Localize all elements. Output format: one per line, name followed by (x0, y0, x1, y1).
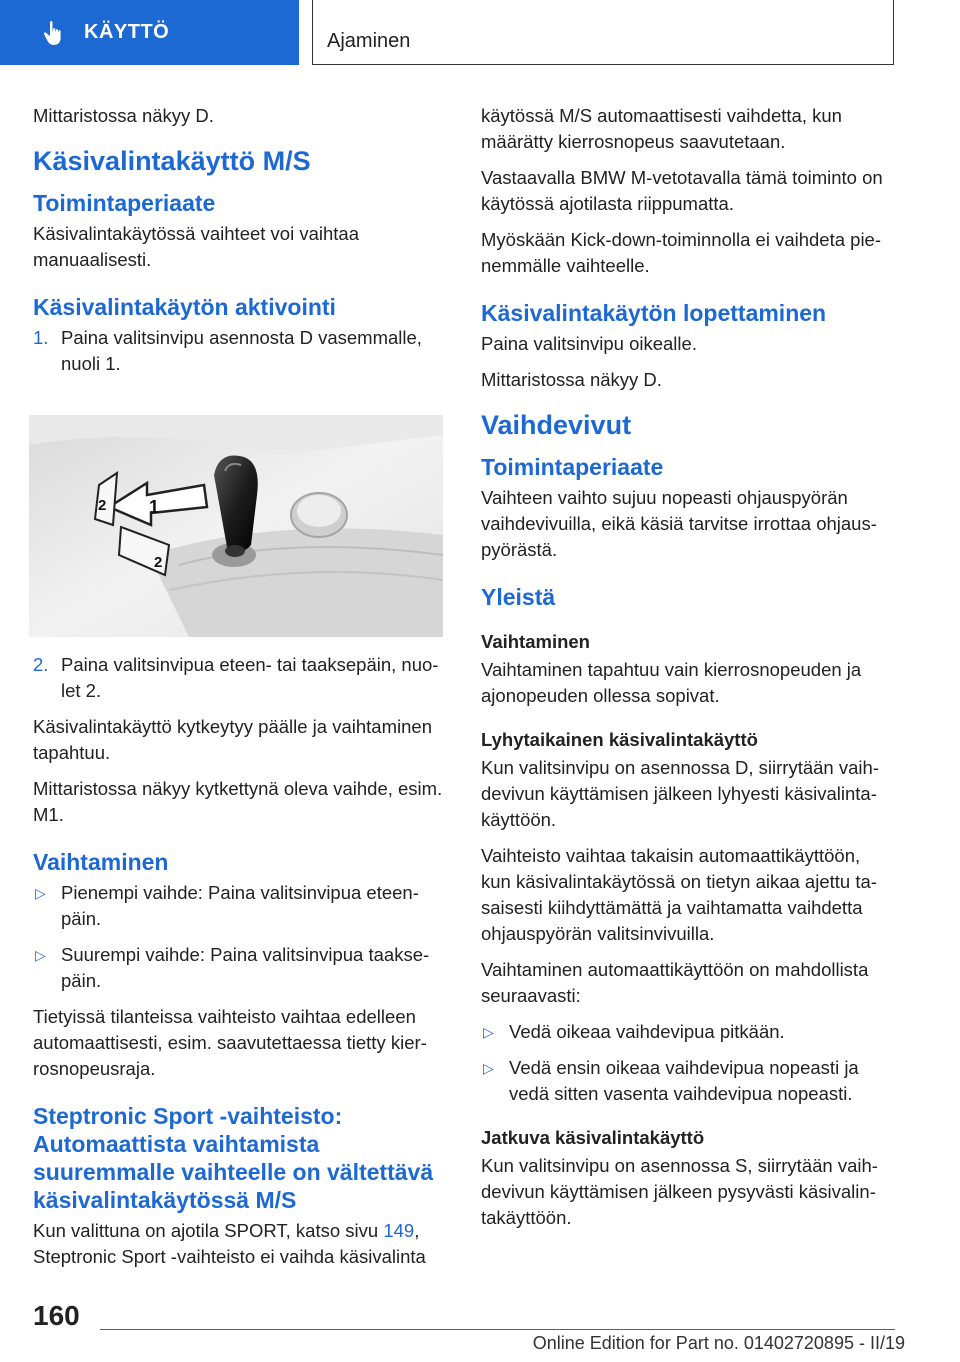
short-term-paragraph-1: Kun valitsinvipu on asennossa D, siirrytään vaihdevivun käyttämisen jälkeen lyhyesti käsivalintakäyttöön. (481, 757, 879, 830)
bullet-upshift (33, 942, 445, 994)
subheading-changing: Vaihtaminen (481, 631, 590, 652)
bullet-text: Vedä oikeaa vaihdevipua pitkään. (509, 1021, 785, 1042)
step-number: 2. (33, 654, 49, 675)
engaged-paragraph: Käsivalintakäyttö kytkeytyy päälle ja vaihtaminen tapahtuu. (33, 716, 432, 763)
continuous-paragraph: Kun valitsinvipu on asennossa S, siirrytään vaihdevivun käyttämisen jälkeen pysyvästi käsivalintakäyttöön. (481, 1155, 878, 1228)
sport-text-start: Kun valittuna on ajotila SPORT, katso sivu (33, 1220, 384, 1241)
gear-selector-figure (29, 415, 443, 637)
intro-paragraph: Mittaristossa näkyy D. (33, 105, 214, 126)
auto-shift-paragraph: Tietyissä tilanteissa vaihteisto vaihtaa edelleen automaattisesti, esim. saavutettaessa tietty kierrosnopeusraja. (33, 1006, 427, 1079)
arrow-label-2-back: 2 (154, 554, 163, 571)
short-term-paragraph-2: Vaihteisto vaihtaa takaisin automaattikäyttöön, kun käsivalintakäytössä on tietyn aikaa ajettu tasaisesti kiihdyttämättä ja vaihtamatta vaihdetta ohjauspyörän valitsinvivuilla. (481, 845, 877, 944)
kickdown-paragraph: Myöskään Kick-down-toiminnolla ei vaihdeta pienemmälle vaihteelle. (481, 229, 882, 276)
bullet-text: Pienempi vaihde: Paina valitsinvipua eteenpäin. (61, 882, 419, 929)
triangle-bullet-icon: ▷ (35, 885, 46, 901)
step-1 (33, 325, 445, 377)
heading-paddles: Vaihdevivut (481, 410, 632, 440)
chapter-header (312, 0, 894, 65)
heading-manual-mode: Käsivalintakäyttö M/S (33, 146, 311, 176)
end-paragraph-2: Mittaristossa näkyy D. (481, 369, 662, 390)
arrow-label-1: 1 (149, 497, 160, 517)
footer-divider (100, 1329, 895, 1330)
triangle-bullet-icon: ▷ (483, 1060, 494, 1076)
left-column (33, 103, 445, 1280)
step-text: Paina valitsinvipua eteen- tai taaksepäin, nuolet 2. (61, 654, 439, 701)
changing-paragraph: Vaihtaminen tapahtuu vain kierrosnopeuden ja ajonopeuden ollessa sopivat. (481, 659, 862, 706)
sport-paragraph (33, 1218, 445, 1270)
heading-principle: Toimintaperiaate (33, 190, 216, 216)
page-link-149[interactable]: 149 (383, 1220, 415, 1241)
arrow-label-2-forward: 2 (98, 497, 107, 514)
chapter-title: Ajaminen (327, 30, 411, 52)
bullet-text: Suurempi vaihde: Paina valitsinvipua taaksepäin. (61, 944, 430, 991)
mdrive-paragraph: Vastaavalla BMW M-vetotavalla tämä toiminto on käytössä ajotilasta riippumatta. (481, 167, 883, 214)
continuation-paragraph: käytössä M/S automaattisesti vaihdetta, kun määrätty kierrosnopeus saavutetaan. (481, 105, 842, 152)
paddles-principle-paragraph: Vaihteen vaihto sujuu nopeasti ohjauspyörän vaihdevivuilla, eikä käsiä tarvitse irrottaa ohjauspyörästä. (481, 487, 877, 560)
bullet-downshift (33, 880, 445, 932)
sport-text-end: , Steptronic Sport -vaihteisto ei vaihda käsivalinta (33, 1220, 426, 1267)
short-term-paragraph-3: Vaihtaminen automaattikäyttöön on mahdollista seuraavasti: (481, 959, 869, 1006)
step-2 (33, 652, 445, 704)
hand-pointer-icon (42, 20, 66, 46)
bullet-double-pull (481, 1055, 895, 1107)
heading-shifting: Vaihtaminen (33, 849, 169, 875)
heading-principle-2: Toimintaperiaate (481, 454, 664, 480)
heading-steptronic: Steptronic Sport -vaihteisto: Automaattista vaihtamista suuremmalle vaihteelle on vältettävä käsivalintakäytössä M/S (33, 1103, 434, 1213)
end-paragraph-1: Paina valitsinvipu oikealle. (481, 333, 697, 354)
footer-edition: Online Edition for Part no. 01402720895 - II/19 (532, 1333, 905, 1353)
bullet-text: Vedä ensin oikeaa vaihdevipua nopeasti ja vedä sitten vasenta vaihdevipua nopeasti. (509, 1057, 859, 1104)
display-paragraph: Mittaristossa näkyy kytkettynä oleva vaihde, esim. M1. (33, 778, 443, 825)
bullet-long-pull (481, 1019, 895, 1045)
heading-general: Yleistä (481, 584, 556, 610)
heading-activation: Käsivalintakäytön aktivointi (33, 294, 336, 320)
section-tab-label: KÄYTTÖ (84, 21, 170, 43)
step-text: Paina valitsinvipu asennosta D vasemmalle, nuoli 1. (61, 327, 422, 374)
triangle-bullet-icon: ▷ (483, 1024, 494, 1040)
subheading-short-term: Lyhytaikainen käsivalintakäyttö (481, 729, 758, 750)
triangle-bullet-icon: ▷ (35, 947, 46, 963)
right-column (481, 103, 895, 1241)
page-number: 160 (33, 1300, 80, 1331)
heading-end-manual: Käsivalintakäytön lopettaminen (481, 300, 827, 326)
principle-paragraph: Käsivalintakäytössä vaihteet voi vaihtaa manuaalisesti. (33, 223, 359, 270)
subheading-continuous: Jatkuva käsivalintakäyttö (481, 1127, 705, 1148)
header-tab (0, 0, 299, 65)
step-number: 1. (33, 327, 49, 348)
